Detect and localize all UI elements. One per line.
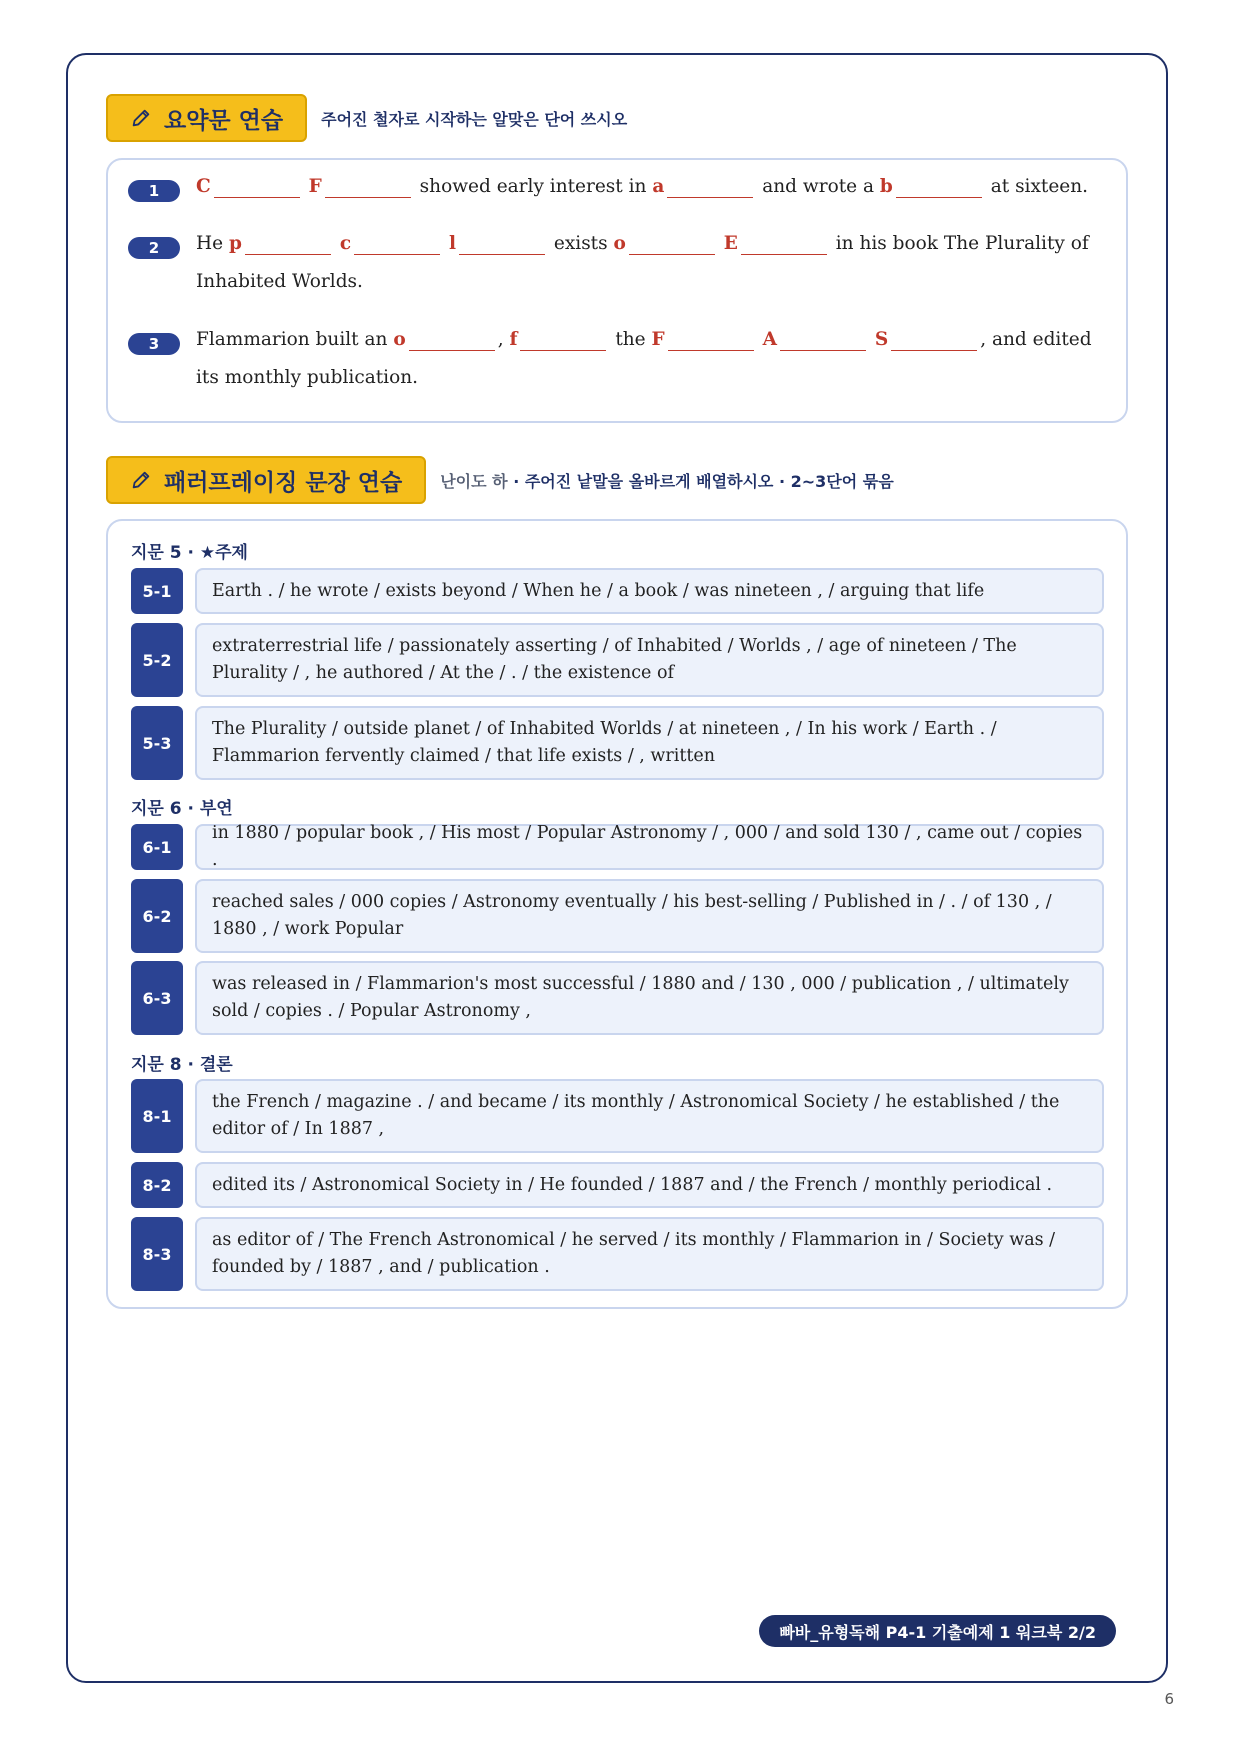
word-chunks-box: reached sales / 000 copies / Astronomy eventually / his best-selling / Published in / . / of 130 , / 1880 , / work Popular [195,879,1104,953]
summary-sentence-2 [196,225,1116,301]
sentence-text: at sixteen. [990,176,1089,197]
word-chunks-box: the French / magazine . / and became / its monthly / Astronomical Society / he established / the editor of / In 1887 , [195,1079,1104,1153]
row-number: 5-3 [131,706,183,780]
item-number: 1 [128,180,180,202]
answer-blank[interactable] [214,173,300,198]
workbook-footer-label: 빠바_유형독해 P4-1 기출예제 1 워크북 2/2 [759,1615,1116,1647]
answer-blank[interactable] [667,173,753,198]
group-label: 지문 5 · ★주제 [131,543,248,563]
summary-header [106,94,627,142]
hint-letter: o [613,233,626,254]
difficulty-label: 난이도 하 [440,471,508,491]
answer-blank[interactable] [780,326,866,351]
answer-blank[interactable] [354,230,440,255]
hint-letter: c [339,233,352,254]
row-number: 8-2 [131,1162,183,1208]
word-chunks-box: edited its / Astronomical Society in / He founded / 1887 and / the French / monthly periodical . [195,1162,1104,1208]
hint-letter: A [762,329,777,350]
hint-letter: l [448,233,456,254]
paraphrase-instruction [440,469,893,492]
summary-title: 요약문 연습 [164,107,284,134]
summary-title-badge [106,94,307,142]
hint-letter: E [723,233,738,254]
item-number: 2 [128,237,180,259]
row-number: 6-1 [131,824,183,870]
word-chunks-box: Earth . / he wrote / exists beyond / When he / a book / was nineteen , / arguing that life [195,568,1104,614]
answer-blank[interactable] [891,326,977,351]
paraphrase-header [106,456,894,504]
group-label: 지문 6 · 부연 [131,799,233,819]
row-number: 8-1 [131,1079,183,1153]
hint-letter: F [651,329,665,350]
row-number: 6-2 [131,879,183,953]
answer-blank[interactable] [741,230,827,255]
hint-letter: p [228,233,242,254]
answer-blank[interactable] [520,326,606,351]
paraphrase-title: 패러프레이징 문장 연습 [164,469,403,496]
row-number: 8-3 [131,1217,183,1291]
answer-blank[interactable] [325,173,411,198]
summary-instruction: 주어진 철자로 시작하는 알맞은 단어 쓰시오 [321,109,628,129]
word-chunks-box: extraterrestrial life / passionately asserting / of Inhabited / Worlds , / age of nineteen / The Plurality / , he authored / At the / . / the existence of [195,623,1104,697]
summary-sentence-1 [196,168,1116,206]
hint-letter: o [393,329,406,350]
sentence-text: showed early interest in [419,176,647,197]
instruction-text: · 주어진 낱말을 올바르게 배열하시오 · 2~3단어 묶음 [513,471,894,491]
word-chunks-box: as editor of / The French Astronomical / he served / its monthly / Flammarion in / Society was / founded by / 1887 , and / publication . [195,1217,1104,1291]
row-number: 6-3 [131,961,183,1035]
sentence-text: the [615,329,646,350]
sentence-text: , and edited its monthly publication. [196,329,1092,388]
sentence-text: and wrote a [762,176,874,197]
word-chunks-box: was released in / Flammarion's most successful / 1880 and / 130 , 000 / publication , / ultimately sold / copies . / Popular Astronomy , [195,961,1104,1035]
sentence-text: Flammarion built an [196,329,388,350]
summary-sentence-3 [196,321,1116,397]
item-number: 3 [128,333,180,355]
hint-letter: F [308,176,322,197]
group-label: 지문 8 · 결론 [131,1055,233,1075]
answer-blank[interactable] [668,326,754,351]
hint-letter: f [509,329,518,350]
sentence-text: in his book The Plurality of Inhabited Worlds. [196,233,1089,292]
answer-blank[interactable] [896,173,982,198]
sentence-text: , [497,329,504,350]
answer-blank[interactable] [459,230,545,255]
row-number: 5-1 [131,568,183,614]
answer-blank[interactable] [409,326,495,351]
row-number: 5-2 [131,623,183,697]
pencil-icon [130,107,152,129]
answer-blank[interactable] [629,230,715,255]
word-chunks-box: The Plurality / outside planet / of Inhabited Worlds / at nineteen , / In his work / Earth . / Flammarion fervently claimed / that life exists / , written [195,706,1104,780]
hint-letter: b [879,176,893,197]
hint-letter: C [196,176,211,197]
sentence-text: He [196,233,224,254]
hint-letter: S [874,329,889,350]
word-chunks-box: in 1880 / popular book , / His most / Popular Astronomy / , 000 / and sold 130 / , came out / copies . [195,824,1104,870]
pencil-icon [130,469,152,491]
paraphrase-title-badge [106,456,426,504]
hint-letter: a [652,176,665,197]
page-number: 6 [1164,1690,1174,1708]
sentence-text: exists [553,233,608,254]
answer-blank[interactable] [245,230,331,255]
